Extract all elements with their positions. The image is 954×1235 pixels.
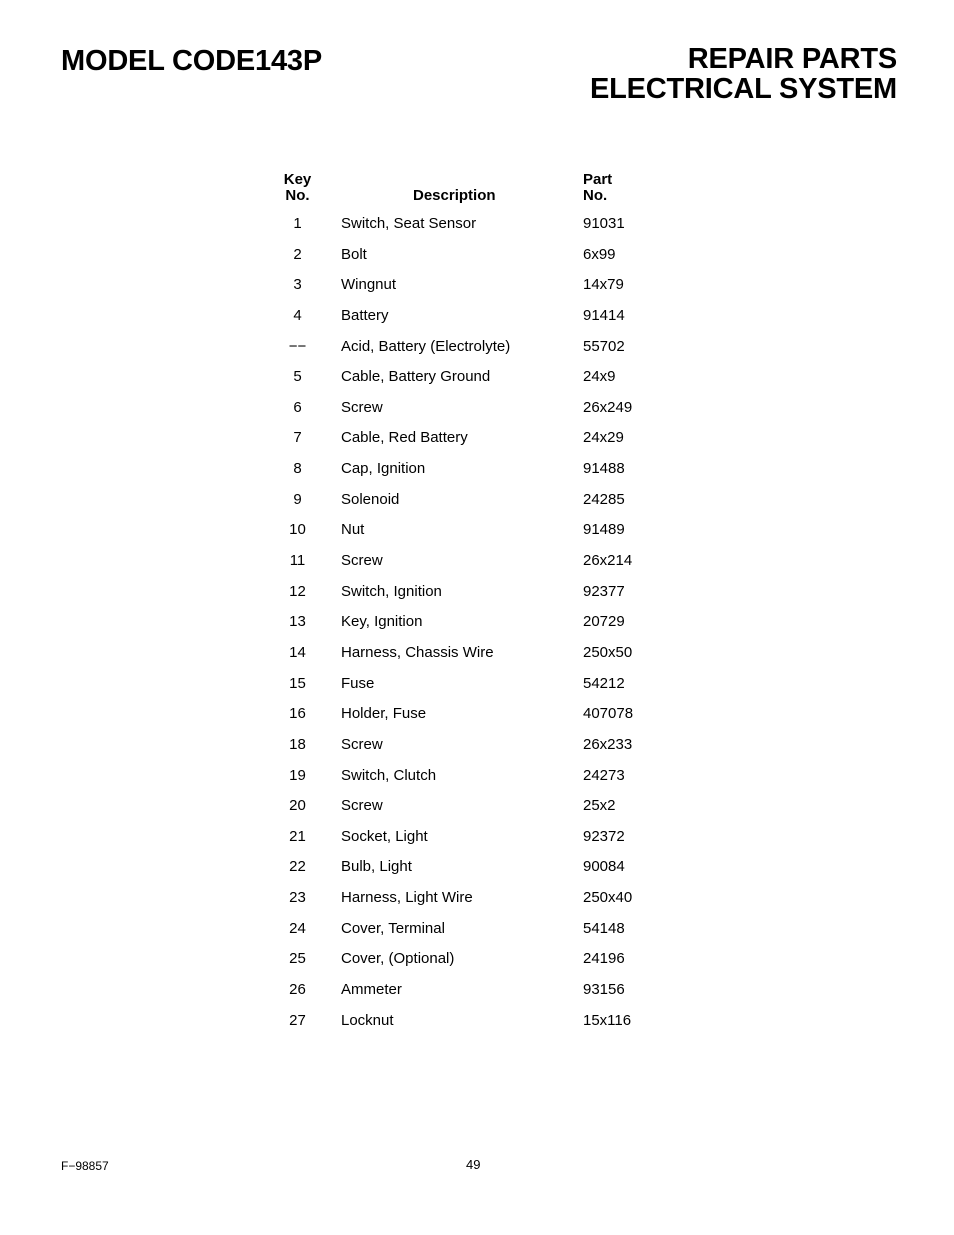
table-row <box>270 520 670 551</box>
part-no-header-line2: No. <box>583 187 608 204</box>
description-cell: Socket, Light <box>341 827 428 845</box>
table-header <box>270 172 670 214</box>
parts-table <box>270 172 670 1041</box>
part-no-cell: 24x9 <box>583 368 616 386</box>
section-title-line1: REPAIR PARTS <box>687 43 897 75</box>
part-no-cell: 93156 <box>583 981 625 999</box>
table-row <box>270 704 670 735</box>
part-no-header <box>583 172 612 204</box>
table-row <box>270 766 670 797</box>
description-cell: Cable, Battery Ground <box>341 368 491 386</box>
table-row <box>270 582 670 613</box>
table-row <box>270 490 670 521</box>
description-cell: Bulb, Light <box>341 858 412 876</box>
table-row <box>270 949 670 980</box>
table-row <box>270 428 670 459</box>
part-no-cell: 250x50 <box>583 643 633 661</box>
part-no-cell: 92377 <box>583 582 625 600</box>
description-cell: Ammeter <box>341 981 402 999</box>
table-row <box>270 214 670 245</box>
part-no-cell: 92372 <box>583 827 625 845</box>
part-no-cell: 54212 <box>583 674 625 692</box>
description-cell: Screw <box>341 735 383 753</box>
table-row <box>270 398 670 429</box>
part-no-cell: 24273 <box>583 766 625 784</box>
section-title-line2: ELECTRICAL SYSTEM <box>589 73 897 105</box>
part-no-cell: 91488 <box>583 460 625 478</box>
part-no-cell: 250x40 <box>583 889 633 907</box>
table-row <box>270 827 670 858</box>
table-row <box>270 643 670 674</box>
part-no-cell: 26x214 <box>583 552 633 570</box>
key-no-cell: 19 <box>289 766 306 784</box>
description-cell: Acid, Battery (Electrolyte) <box>341 337 511 355</box>
description-cell: Harness, Light Wire <box>341 889 473 907</box>
description-cell: Switch, Clutch <box>341 766 437 784</box>
table-body <box>270 214 670 1041</box>
key-no-cell: 25 <box>289 950 306 968</box>
key-no-cell: 4 <box>293 306 302 324</box>
key-no-cell: 7 <box>293 429 302 447</box>
page-number: 49 <box>466 1157 481 1172</box>
part-no-cell: 91031 <box>583 215 625 232</box>
table-row <box>270 612 670 643</box>
part-no-cell: 24285 <box>583 490 625 508</box>
table-row <box>270 674 670 705</box>
key-no-cell: 12 <box>289 582 306 600</box>
key-no-cell: 16 <box>289 705 306 723</box>
section-title <box>590 44 897 104</box>
part-no-cell: 91414 <box>583 306 625 324</box>
key-no-cell: 10 <box>289 521 306 539</box>
key-no-cell: 6 <box>293 398 302 416</box>
table-row <box>270 735 670 766</box>
part-no-cell: 24196 <box>583 950 625 968</box>
description-cell: Cover, Terminal <box>341 919 445 937</box>
description-cell: Wingnut <box>341 276 397 294</box>
description-cell: Cable, Red Battery <box>341 429 468 447</box>
key-no-cell: 11 <box>289 552 306 570</box>
table-row <box>270 245 670 276</box>
description-cell: Harness, Chassis Wire <box>341 643 494 661</box>
key-no-cell: 3 <box>293 276 302 294</box>
table-row <box>270 980 670 1011</box>
key-no-cell: 9 <box>293 490 302 508</box>
table-row <box>270 888 670 919</box>
key-no-cell: 26 <box>289 981 306 999</box>
key-no-cell: 15 <box>289 674 306 692</box>
table-row <box>270 1011 670 1042</box>
description-cell: Screw <box>341 552 383 570</box>
key-no-cell: 24 <box>289 919 306 937</box>
key-no-cell: 14 <box>289 643 306 661</box>
table-row <box>270 367 670 398</box>
description-cell: Holder, Fuse <box>341 705 427 723</box>
part-no-cell: 26x249 <box>583 398 633 416</box>
description-cell: Screw <box>341 398 383 416</box>
part-no-cell: 14x79 <box>583 276 624 294</box>
description-cell: Locknut <box>341 1011 394 1029</box>
key-no-cell: 23 <box>289 889 306 907</box>
table-row <box>270 796 670 827</box>
table-row <box>270 919 670 950</box>
part-no-cell: 6x99 <box>583 245 616 263</box>
description-cell: Bolt <box>341 245 367 263</box>
part-no-cell: 54148 <box>583 919 625 937</box>
part-no-cell: 20729 <box>583 613 625 631</box>
table-row <box>270 275 670 306</box>
description-cell: Switch, Ignition <box>341 582 442 600</box>
part-no-cell: 15x116 <box>583 1011 632 1029</box>
description-cell: Cover, (Optional) <box>341 950 455 968</box>
key-no-cell: 13 <box>289 613 306 631</box>
description-cell: Battery <box>341 306 389 324</box>
table-row <box>270 551 670 582</box>
description-cell: Cap, Ignition <box>341 460 426 478</box>
key-no-cell: 5 <box>293 368 302 386</box>
key-no-cell: 21 <box>289 827 306 845</box>
key-no-cell: 1 <box>293 215 302 232</box>
part-no-header-line1: Part <box>583 171 613 188</box>
key-no-header <box>270 172 325 204</box>
key-no-cell: 18 <box>289 735 306 753</box>
part-no-cell: 25x2 <box>583 797 616 815</box>
table-row <box>270 306 670 337</box>
description-header: Description <box>413 187 496 204</box>
part-no-cell: 26x233 <box>583 735 633 753</box>
key-no-cell: 8 <box>293 460 302 478</box>
key-no-cell: 22 <box>289 858 306 876</box>
part-no-cell: 24x29 <box>583 429 624 447</box>
key-no-cell: 27 <box>289 1011 306 1029</box>
table-row <box>270 337 670 368</box>
description-cell: Key, Ignition <box>341 613 423 631</box>
description-cell: Solenoid <box>341 490 400 508</box>
description-cell: Nut <box>341 521 365 539</box>
table-row <box>270 857 670 888</box>
key-no-header-line1: Key <box>283 171 312 188</box>
key-no-cell: 20 <box>289 797 306 815</box>
key-no-cell: −− <box>288 337 307 355</box>
key-no-cell: 2 <box>293 245 302 263</box>
part-no-cell: 55702 <box>583 337 625 355</box>
description-cell: Screw <box>341 797 383 815</box>
form-number: F−98857 <box>61 1159 109 1173</box>
part-no-cell: 90084 <box>583 858 625 876</box>
description-cell: Switch, Seat Sensor <box>341 215 477 232</box>
part-no-cell: 91489 <box>583 521 625 539</box>
key-no-header-line2: No. <box>285 187 310 204</box>
model-title: MODEL CODE143P <box>61 45 322 77</box>
description-cell: Fuse <box>341 674 375 692</box>
part-no-cell: 407078 <box>583 705 634 723</box>
table-row <box>270 459 670 490</box>
